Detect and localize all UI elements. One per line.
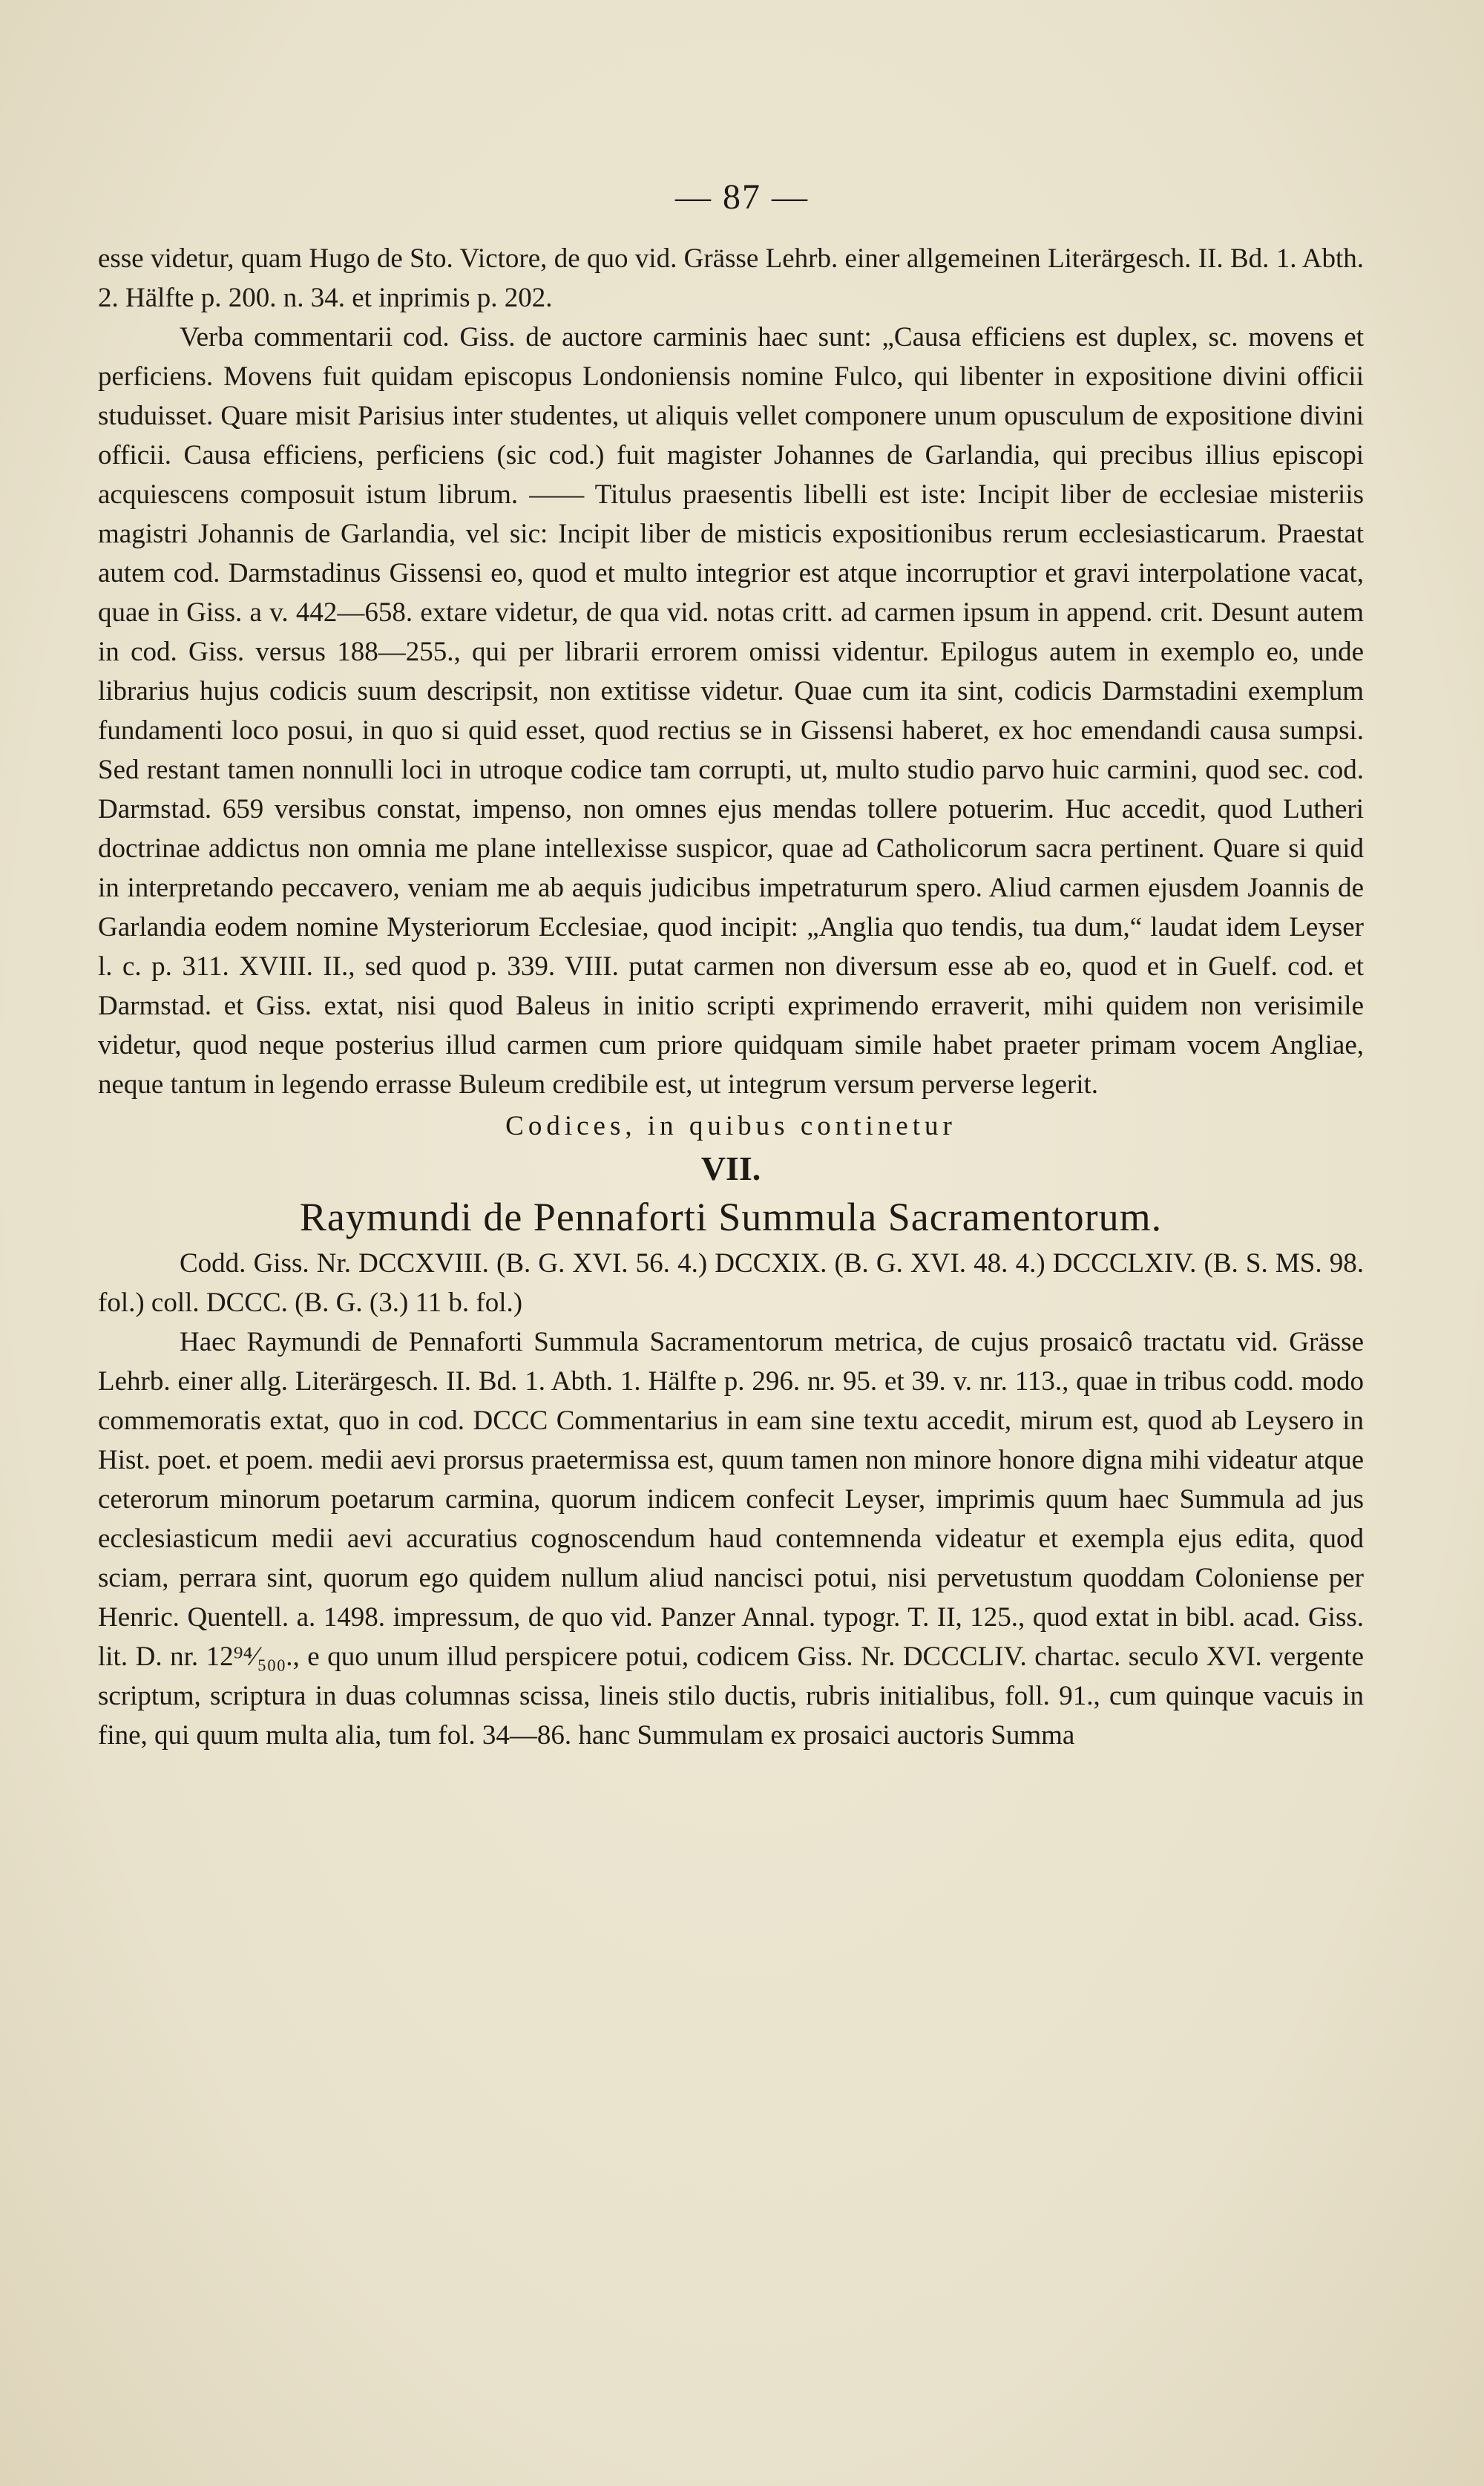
page-number: — 87 — [675,177,809,217]
paragraph-commentary: Verba commentarii cod. Giss. de auctore carminis haec sunt: „Causa efficiens est duplex, sc. movens et perficiens. Movens fuit quidam episcopus Londoniensis nomine Fulco, qui libenter in expositione divini officii studuisset. Quare misit Parisius inter studentes, ut aliquis vellet componere unum opusculum de expositione divini officii. Causa efficiens, perficiens (sic cod.) fuit magister Johannes de Garlandia, qui precibus illius episcopi acquiescens composuit istum librum. —— Titulus praesentis libelli est iste: Incipit liber de ecclesiae misteriis magistri Johannis de Garlandia, vel sic: Incipit liber de misticis expositionibus rerum ecclesiasticarum. Praestat autem cod. Darmstadinus Gissensi eo, quod et multo integrior est atque incorruptior et gravi interpolatione vacat, quae in Giss. a v. 442—658. extare videtur, de qua vid. notas critt. ad carmen ipsum in append. crit. Desunt autem in cod. Giss. versus 188—255., qui per librarii errorem omissi videntur. Epilogus autem in exemplo eo, unde librarius hujus codicis suum descripsit, non extitisse videtur. Quae cum ita sint, codicis Darmstadini exemplum fundamenti loco posui, in quo si quid esset, quod rectius se in Gissensi haberet, ex hoc emendandi causa sumpsi. Sed restant tamen nonnulli loci in utroque codice tam corrupti, ut, multo studio parvo huic carmini, quod sec. cod. Darmstad. 659 versibus constat, impenso, non omnes ejus mendas tollere potuerim. Huc accedit, quod Lutheri doctrinae addictus non omnia me plane intellexisse suspicor, quae ad Catholicorum sacra pertinent. Quare si quid in interpretando peccavero, veniam me ab aequis judicibus impetraturum spero. Aliud carmen ejusdem Joannis de Garlandia eodem nomine Mysteriorum Ecclesiae, quod incipit: „Anglia quo tendis, tua dum,“ laudat idem Leyser l. c. p. 311. XVIII. II., sed quod p. 339. VIII. putat carmen non diversum esse ab eo, quod et in Guelf. cod. et Darmstad. et Giss. extat, nisi quod Baleus in initio scripti exprimendo erraverit, mihi quidem non verisimile videtur, quod neque posterius illud carmen cum priore quidquam simile habet praeter primam vocem Angliae, neque tantum in legendo errasse Buleum credibile est, ut integrum versum perverse legerit. [98,322,1364,1100]
paragraph-continuation: esse videtur, quam Hugo de Sto. Victore, de quo vid. Grässe Lehrb. einer allgemeinen Literärgesch. II. Bd. 1. Abth. 2. Hälfte p. 200. n. 34. et inprimis p. 202. [98,243,1364,313]
body-text [98,239,1364,1755]
codices-list: Codd. Giss. Nr. DCCXVIII. (B. G. XVI. 56. 4.) DCCXIX. (B. G. XVI. 48. 4.) DCCCLXIV. (B. S. MS. 98. fol.) coll. DCCC. (B. G. (3.) 11 b. fol.) [98,1248,1364,1318]
section-subheading: Codices, in quibus continetur [505,1111,956,1141]
section-title: Raymundi de Pennaforti Summula Sacramentorum. [299,1195,1163,1239]
paragraph-summula: Haec Raymundi de Pennaforti Summula Sacramentorum metrica, de cujus prosaicô tractatu vid. Grässe Lehrb. einer allg. Literärgesch. II. Bd. 1. Abth. 1. Hälfte p. 296. nr. 95. et 39. v. nr. 113., quae in tribus codd. modo commemoratis extat, quo in cod. DCCC Commentarius in eam sine textu accedit, mirum est, quod ab Leysero in Hist. poet. et poem. medii aevi prorsus praetermissa est, quum tamen non minore honore digna mihi videatur atque ceterorum minorum poetarum carmina, quorum indicem confecit Leyser, imprimis quum haec Summula ad jus ecclesiasticum medii aevi accuratius cognoscendum haud contemnenda videatur et exempla ejus edita, quod sciam, perrara sint, quorum ego quidem nullum aliud nancisci potui, nisi pervetustum quoddam Coloniense per Henric. Quentell. a. 1498. impressum, de quo vid. Panzer Annal. typogr. T. II, 125., quod extat in bibl. acad. Giss. lit. D. nr. 12⁹⁴⁄₅₀₀., e quo unum illud perspicere potui, codicem Giss. Nr. DCCCLIV. chartac. seculo XVI. vergente scriptum, scriptura in duas columnas scissa, lineis stilo ductis, rubris initialibus, foll. 91., cum quinque vacuis in fine, qui quum multa alia, tum fol. 34—86. hanc Summulam ex prosaici auctoris Summa [98,1327,1364,1751]
section-number: VII. [700,1149,761,1187]
